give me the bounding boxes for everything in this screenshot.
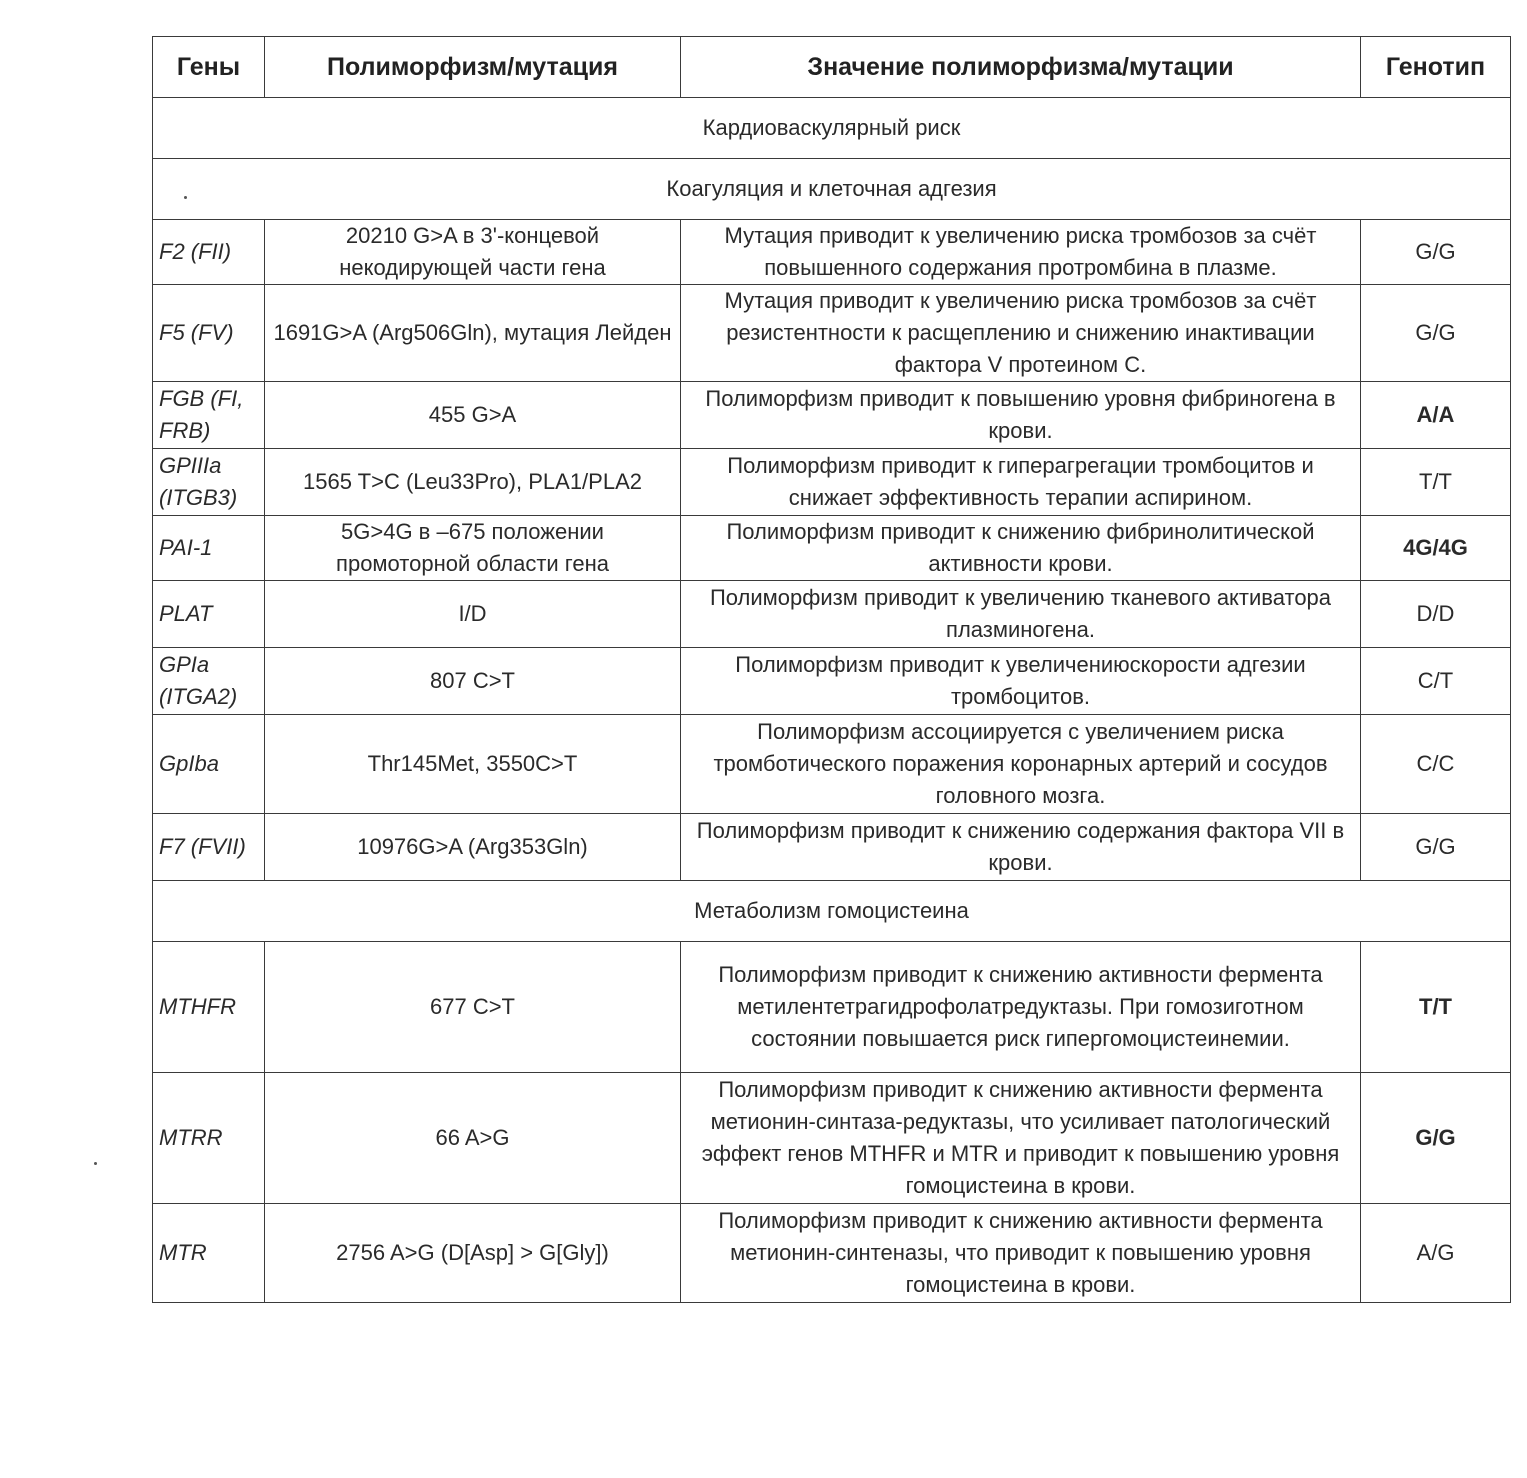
section-cardio: Кардиоваскулярный риск: [153, 98, 1511, 159]
polymorphism-cell: 1565 T>C (Leu33Pro), PLA1/PLA2: [265, 449, 681, 516]
section-row: [153, 881, 1511, 942]
section-homocysteine: Метаболизм гомоцистеина: [153, 881, 1511, 942]
gene-cell: FGB (FI, FRB): [153, 382, 265, 449]
meaning-cell: Мутация приводит к увеличению риска тромбозов за счёт повышенного содержания протромбина в плазме.: [681, 220, 1361, 285]
header-polymorphism: Полиморфизм/мутация: [265, 37, 681, 98]
gene-cell: F2 (FII): [153, 220, 265, 285]
genotype-cell: G/G: [1361, 285, 1511, 382]
table-row: [153, 516, 1511, 581]
gene-cell: GPIIIa (ITGB3): [153, 449, 265, 516]
table-row: [153, 1073, 1511, 1204]
gene-cell: GpIba: [153, 715, 265, 814]
table-row: [153, 449, 1511, 516]
polymorphism-cell: 677 C>T: [265, 942, 681, 1073]
table-row: [153, 942, 1511, 1073]
meaning-cell: Полиморфизм приводит к снижению активности фермента метилентетрагидрофолатредуктазы. При гомозиготном состоянии повышается риск гипергомоцистеинемии.: [681, 942, 1361, 1073]
header-meaning: Значение полиморфизма/мутации: [681, 37, 1361, 98]
section-row: [153, 98, 1511, 159]
gene-cell: F7 (FVII): [153, 814, 265, 881]
gene-cell: MTRR: [153, 1073, 265, 1204]
genotype-cell: C/C: [1361, 715, 1511, 814]
genotype-cell: D/D: [1361, 581, 1511, 648]
gene-cell: GPIa (ITGA2): [153, 648, 265, 715]
gene-cell: PLAT: [153, 581, 265, 648]
genotype-cell: 4G/4G: [1361, 516, 1511, 581]
meaning-cell: Полиморфизм приводит к снижению активности фермента метионин-синтеназы, что приводит к повышению уровня гомоцистеина в крови.: [681, 1204, 1361, 1303]
table-row: [153, 382, 1511, 449]
meaning-cell: Полиморфизм ассоциируется с увеличением риска тромботического поражения коронарных артерий и сосудов головного мозга.: [681, 715, 1361, 814]
meaning-cell: Полиморфизм приводит к снижению содержания фактора VII в крови.: [681, 814, 1361, 881]
genotype-cell: A/G: [1361, 1204, 1511, 1303]
gene-cell: F5 (FV): [153, 285, 265, 382]
gene-cell: PAI-1: [153, 516, 265, 581]
polymorphism-cell: Thr145Met, 3550C>T: [265, 715, 681, 814]
gene-cell: MTR: [153, 1204, 265, 1303]
meaning-cell: Мутация приводит к увеличению риска тромбозов за счёт резистентности к расщеплению и снижению инактивации фактора V протеином C.: [681, 285, 1361, 382]
table-row: [153, 220, 1511, 285]
polymorphism-cell: 66 A>G: [265, 1073, 681, 1204]
genotype-cell: C/T: [1361, 648, 1511, 715]
meaning-cell: Полиморфизм приводит к снижению фибринолитической активности крови.: [681, 516, 1361, 581]
table-row: [153, 715, 1511, 814]
genotype-cell: T/T: [1361, 449, 1511, 516]
polymorphism-cell: 20210 G>A в 3'-концевой некодирующей части гена: [265, 220, 681, 285]
genotype-cell: T/T: [1361, 942, 1511, 1073]
genotype-cell: G/G: [1361, 814, 1511, 881]
section-coagulation: Коагуляция и клеточная адгезия: [153, 159, 1511, 220]
polymorphism-cell: 807 C>T: [265, 648, 681, 715]
meaning-cell: Полиморфизм приводит к повышению уровня фибриногена в крови.: [681, 382, 1361, 449]
meaning-cell: Полиморфизм приводит к увеличению тканевого активатора плазминогена.: [681, 581, 1361, 648]
header-genes: Гены: [153, 37, 265, 98]
meaning-cell: Полиморфизм приводит к гиперагрегации тромбоцитов и снижает эффективность терапии аспирином.: [681, 449, 1361, 516]
table-row: [153, 581, 1511, 648]
polymorphism-cell: 1691G>A (Arg506Gln), мутация Лейден: [265, 285, 681, 382]
polymorphism-cell: 455 G>A: [265, 382, 681, 449]
genotype-cell: G/G: [1361, 220, 1511, 285]
table-row: [153, 285, 1511, 382]
gene-cell: MTHFR: [153, 942, 265, 1073]
section-row: [153, 159, 1511, 220]
table-row: [153, 814, 1511, 881]
polymorphism-cell: 10976G>A (Arg353Gln): [265, 814, 681, 881]
table-row: [153, 648, 1511, 715]
polymorphism-cell: I/D: [265, 581, 681, 648]
meaning-cell: Полиморфизм приводит к увеличениюскорости адгезии тромбоцитов.: [681, 648, 1361, 715]
genotype-table: [152, 36, 1511, 1303]
polymorphism-cell: 5G>4G в –675 положении промоторной области гена: [265, 516, 681, 581]
scan-speck: [94, 1162, 97, 1165]
genotype-cell: G/G: [1361, 1073, 1511, 1204]
header-row: [153, 37, 1511, 98]
meaning-cell: Полиморфизм приводит к снижению активности фермента метионин-синтаза-редуктазы, что усиливает патологический эффект генов MTHFR и MTR и приводит к повышению уровня гомоцистеина в крови.: [681, 1073, 1361, 1204]
table-row: [153, 1204, 1511, 1303]
scan-speck: [184, 196, 187, 199]
genotype-cell: A/A: [1361, 382, 1511, 449]
header-genotype: Генотип: [1361, 37, 1511, 98]
polymorphism-cell: 2756 A>G (D[Asp] > G[Gly]): [265, 1204, 681, 1303]
